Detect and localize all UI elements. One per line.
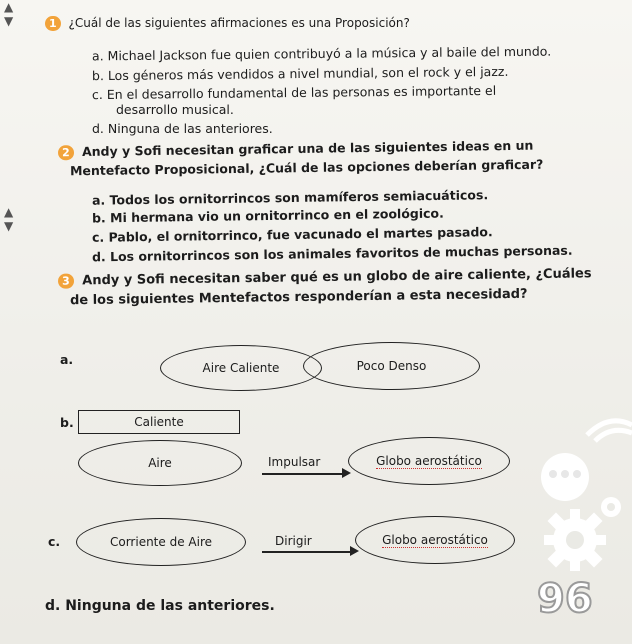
sort-arrows-icon: ▲ ▼ [4, 0, 14, 28]
question-1-text: ¿Cuál de las siguientes afirmaciones es una Proposición? [68, 16, 410, 30]
q3-a-left-text: Aire Caliente [202, 361, 280, 375]
q1-option-a: a. Michael Jackson fue quien contribuyó a la música y al baile del mundo. [91, 43, 552, 64]
q3-a-right-text: Poco Denso [356, 359, 427, 373]
q2-option-d: d. Los ornitorrincos son los animales favoritos de muchas personas. [91, 242, 573, 265]
q3-b-top-box [78, 410, 240, 434]
q1-option-b: b. Los géneros más vendidos a nivel mundial, son el rock y el jazz. [91, 63, 509, 84]
q1-option-d: d. Ninguna de las anteriores. [92, 121, 273, 136]
cog-icon-small [596, 492, 626, 522]
q3-option-d: d. Ninguna de las anteriores. [45, 598, 275, 614]
question-2-badge: 2 [58, 145, 74, 160]
question-2-line1: Andy y Sofi necesitan graficar una de las siguientes ideas en un [81, 137, 534, 159]
q3-option-a-letter: a. [60, 352, 74, 367]
q3-b-mid-label: Impulsar [268, 455, 321, 469]
question-3 [58, 266, 592, 288]
question-2-line2: Mentefacto Proposicional, ¿Cuál de las opciones deberían graficar? [69, 156, 544, 179]
q3-c-oval-right [355, 516, 515, 564]
q3-c-mid-label: Dirigir [275, 534, 312, 548]
question-3-badge: 3 [58, 274, 74, 289]
wifi-icon [585, 405, 632, 445]
sort-arrows-icon: ▲ ▼ [4, 205, 14, 233]
q2-option-a: a. Todos los ornitorrincos son mamíferos semiacuáticos. [91, 187, 489, 208]
q3-option-c-letter: c. [48, 534, 61, 549]
page-number: 96 [537, 576, 593, 622]
q3-b-top-text: Caliente [134, 415, 184, 429]
question-3-line1: Andy y Sofi necesitan saber qué es un globo de aire caliente, ¿Cuáles [82, 266, 592, 289]
q3-c-arrow-head [350, 546, 359, 556]
question-3-line2: de los siguientes Mentefactos responderían a esta necesidad? [69, 286, 528, 309]
question-1-badge: 1 [45, 16, 61, 31]
q2-option-b: b. Mi hermana vio un ornitorrinco en el zoológico. [91, 205, 444, 226]
q3-c-left-text: Corriente de Aire [109, 535, 212, 549]
q3-a-oval-right [303, 342, 480, 390]
q3-c-right-text: Globo aerostático [382, 532, 488, 547]
q3-b-right-text: Globo aerostático [376, 453, 482, 468]
q3-a-oval-left [160, 345, 322, 391]
q2-option-c: c. Pablo, el ornitorrinco, fue vacunado el martes pasado. [91, 224, 493, 245]
q3-b-left-text: Aire [148, 456, 172, 470]
q3-b-arrow-line [262, 473, 344, 475]
q1-option-c-cont: desarrollo musical. [116, 102, 234, 117]
q3-b-arrow-head [342, 468, 351, 478]
dots-icon [535, 452, 595, 502]
question-1 [45, 16, 410, 31]
q3-option-b-letter: b. [60, 415, 74, 430]
q3-b-oval-left [78, 440, 242, 486]
q3-c-arrow-line [262, 551, 352, 553]
q3-c-oval-left [76, 518, 246, 566]
q1-option-c: c. En el desarrollo fundamental de las personas es importante el [91, 82, 497, 103]
q3-b-oval-right [348, 437, 510, 485]
